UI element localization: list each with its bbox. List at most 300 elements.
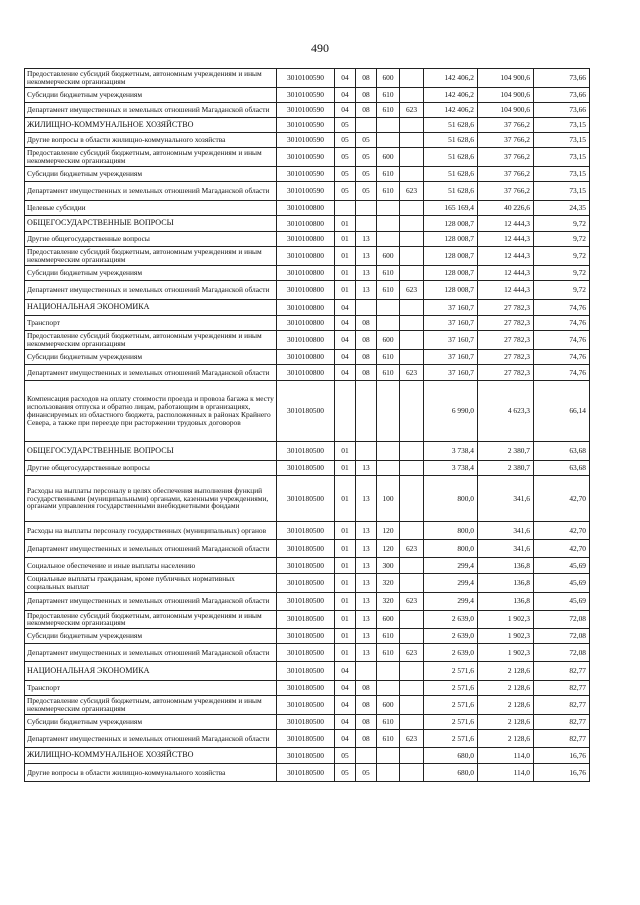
cell-fact: 2 128,6: [478, 662, 534, 681]
cell-percent: 9,72: [534, 216, 590, 232]
table-row: [25, 69, 590, 88]
cell-fact: 136,8: [478, 558, 534, 574]
cell-name: Предоставление субсидий бюджетным, автономным учреждениям и иным некоммерческим организациям: [25, 696, 277, 715]
cell-subsection: 13: [356, 522, 377, 540]
cell-percent: 9,72: [534, 266, 590, 281]
cell-code: 3010180500: [277, 629, 335, 644]
cell-subsection: [356, 201, 377, 216]
cell-plan: 680,0: [424, 764, 478, 782]
cell-expense-type: [377, 442, 400, 461]
cell-code: 3010180500: [277, 662, 335, 681]
table-row: [25, 574, 590, 593]
cell-name: Департамент имущественных и земельных отношений Магаданской области: [25, 103, 277, 118]
cell-section: 04: [335, 730, 356, 748]
table-row: [25, 266, 590, 281]
cell-percent: 82,77: [534, 730, 590, 748]
cell-percent: 42,70: [534, 522, 590, 540]
cell-percent: 74,76: [534, 316, 590, 331]
cell-code: 3010100800: [277, 300, 335, 316]
cell-code: 3010100800: [277, 316, 335, 331]
cell-percent: 73,15: [534, 118, 590, 133]
cell-percent: 74,76: [534, 350, 590, 365]
cell-admin-code: [400, 247, 424, 266]
cell-section: 01: [335, 592, 356, 610]
cell-fact: 2 128,6: [478, 730, 534, 748]
cell-code: 3010100590: [277, 182, 335, 201]
cell-expense-type: [377, 681, 400, 696]
cell-percent: 42,70: [534, 476, 590, 522]
cell-fact: 12 444,3: [478, 266, 534, 281]
cell-admin-code: [400, 300, 424, 316]
cell-admin-code: [400, 748, 424, 764]
cell-percent: 82,77: [534, 696, 590, 715]
cell-admin-code: [400, 148, 424, 167]
cell-plan: 142 406,2: [424, 88, 478, 103]
cell-plan: 51 628,6: [424, 167, 478, 182]
cell-fact: 341,6: [478, 540, 534, 558]
cell-plan: 800,0: [424, 540, 478, 558]
cell-name: Другие вопросы в области жилищно-коммунального хозяйства: [25, 133, 277, 148]
cell-name: Субсидии бюджетным учреждениям: [25, 266, 277, 281]
cell-name: Департамент имущественных и земельных отношений Магаданской области: [25, 365, 277, 381]
table-row: [25, 167, 590, 182]
cell-fact: 104 900,6: [478, 88, 534, 103]
cell-admin-code: [400, 715, 424, 730]
cell-expense-type: [377, 316, 400, 331]
cell-code: 3010180500: [277, 681, 335, 696]
cell-subsection: 05: [356, 133, 377, 148]
cell-code: 3010180500: [277, 381, 335, 442]
cell-percent: 9,72: [534, 232, 590, 247]
cell-expense-type: 600: [377, 331, 400, 350]
cell-code: 3010180500: [277, 610, 335, 629]
cell-plan: 51 628,6: [424, 133, 478, 148]
cell-name: Предоставление субсидий бюджетным, автономным учреждениям и иным некоммерческим организациям: [25, 610, 277, 629]
cell-code: 3010180500: [277, 748, 335, 764]
table-row: [25, 365, 590, 381]
cell-section: 04: [335, 103, 356, 118]
cell-expense-type: [377, 216, 400, 232]
cell-plan: 128 008,7: [424, 266, 478, 281]
table-row: [25, 748, 590, 764]
cell-section: 04: [335, 316, 356, 331]
cell-percent: 63,68: [534, 461, 590, 476]
cell-section: 04: [335, 715, 356, 730]
cell-fact: 27 782,3: [478, 300, 534, 316]
cell-plan: 6 990,0: [424, 381, 478, 442]
cell-code: 3010100800: [277, 201, 335, 216]
cell-percent: 63,68: [534, 442, 590, 461]
cell-subsection: 08: [356, 103, 377, 118]
cell-section: 04: [335, 662, 356, 681]
cell-expense-type: 610: [377, 644, 400, 662]
table-row: [25, 331, 590, 350]
cell-subsection: 08: [356, 316, 377, 331]
cell-code: 3010100590: [277, 69, 335, 88]
cell-expense-type: [377, 118, 400, 133]
cell-section: 05: [335, 764, 356, 782]
cell-code: 3010100800: [277, 216, 335, 232]
cell-section: 04: [335, 300, 356, 316]
cell-fact: 12 444,3: [478, 247, 534, 266]
table-row: [25, 629, 590, 644]
cell-admin-code: [400, 350, 424, 365]
cell-admin-code: [400, 558, 424, 574]
cell-fact: 2 380,7: [478, 442, 534, 461]
table-row: [25, 350, 590, 365]
cell-fact: 104 900,6: [478, 103, 534, 118]
cell-plan: 2 571,6: [424, 662, 478, 681]
cell-admin-code: 623: [400, 730, 424, 748]
table-row: [25, 764, 590, 782]
cell-plan: 128 008,7: [424, 216, 478, 232]
cell-section: 05: [335, 148, 356, 167]
cell-code: 3010100800: [277, 232, 335, 247]
cell-percent: 82,77: [534, 681, 590, 696]
cell-admin-code: [400, 476, 424, 522]
table-row: [25, 148, 590, 167]
cell-name: Департамент имущественных и земельных отношений Магаданской области: [25, 182, 277, 201]
cell-percent: 73,15: [534, 167, 590, 182]
cell-expense-type: [377, 381, 400, 442]
cell-name: Департамент имущественных и земельных отношений Магаданской области: [25, 281, 277, 300]
cell-expense-type: 300: [377, 558, 400, 574]
table-row: [25, 88, 590, 103]
cell-plan: 2 571,6: [424, 715, 478, 730]
cell-expense-type: [377, 232, 400, 247]
cell-plan: 2 639,0: [424, 629, 478, 644]
cell-percent: 9,72: [534, 247, 590, 266]
cell-code: 3010180500: [277, 442, 335, 461]
cell-section: [335, 381, 356, 442]
table-row: [25, 103, 590, 118]
cell-code: 3010100590: [277, 148, 335, 167]
cell-code: 3010180500: [277, 574, 335, 593]
cell-code: 3010180500: [277, 540, 335, 558]
cell-admin-code: 623: [400, 365, 424, 381]
table-row: [25, 247, 590, 266]
table-row: [25, 300, 590, 316]
cell-name: Предоставление субсидий бюджетным, автономным учреждениям и иным некоммерческим организациям: [25, 69, 277, 88]
table-row: [25, 201, 590, 216]
cell-code: 3010100590: [277, 118, 335, 133]
cell-admin-code: [400, 118, 424, 133]
cell-section: 04: [335, 331, 356, 350]
cell-plan: 2 639,0: [424, 610, 478, 629]
cell-code: 3010100590: [277, 103, 335, 118]
cell-section: 04: [335, 365, 356, 381]
cell-percent: 74,76: [534, 300, 590, 316]
cell-name: Другие общегосударственные вопросы: [25, 461, 277, 476]
cell-plan: 51 628,6: [424, 148, 478, 167]
cell-admin-code: 623: [400, 103, 424, 118]
cell-fact: 12 444,3: [478, 216, 534, 232]
cell-plan: 800,0: [424, 476, 478, 522]
table-row: [25, 461, 590, 476]
cell-percent: 9,72: [534, 281, 590, 300]
cell-subsection: 05: [356, 167, 377, 182]
cell-plan: 128 008,7: [424, 281, 478, 300]
cell-name: Транспорт: [25, 681, 277, 696]
cell-section: 05: [335, 748, 356, 764]
cell-admin-code: [400, 232, 424, 247]
cell-name: Социальные выплаты гражданам, кроме публичных нормативных социальных выплат: [25, 574, 277, 593]
cell-admin-code: [400, 696, 424, 715]
cell-percent: 16,76: [534, 748, 590, 764]
cell-code: 3010100800: [277, 365, 335, 381]
cell-code: 3010100800: [277, 281, 335, 300]
table-row: [25, 715, 590, 730]
table-row: [25, 592, 590, 610]
table-row: [25, 540, 590, 558]
cell-subsection: 08: [356, 715, 377, 730]
cell-subsection: [356, 662, 377, 681]
cell-plan: 142 406,2: [424, 69, 478, 88]
cell-name: Департамент имущественных и земельных отношений Магаданской области: [25, 644, 277, 662]
cell-subsection: 08: [356, 350, 377, 365]
cell-expense-type: 120: [377, 522, 400, 540]
cell-fact: 27 782,3: [478, 365, 534, 381]
cell-fact: 27 782,3: [478, 316, 534, 331]
cell-expense-type: [377, 133, 400, 148]
cell-code: 3010100800: [277, 266, 335, 281]
cell-expense-type: 610: [377, 182, 400, 201]
cell-expense-type: 600: [377, 696, 400, 715]
cell-subsection: 08: [356, 331, 377, 350]
cell-section: 01: [335, 216, 356, 232]
cell-name: Другие вопросы в области жилищно-коммунального хозяйства: [25, 764, 277, 782]
cell-plan: 299,4: [424, 558, 478, 574]
cell-plan: 37 160,7: [424, 350, 478, 365]
cell-plan: 128 008,7: [424, 247, 478, 266]
cell-admin-code: [400, 201, 424, 216]
cell-section: 01: [335, 574, 356, 593]
cell-fact: 37 766,2: [478, 133, 534, 148]
cell-admin-code: [400, 316, 424, 331]
table-row: [25, 316, 590, 331]
table-row: [25, 182, 590, 201]
cell-name: Расходы на выплаты персоналу в целях обеспечения выполнения функций государственными (муниципальными) органами, казенными учреждениями, органами управления государственными внебюджетными фондами: [25, 476, 277, 522]
cell-subsection: 13: [356, 629, 377, 644]
cell-code: 3010180500: [277, 592, 335, 610]
cell-fact: 2 128,6: [478, 696, 534, 715]
cell-fact: 104 900,6: [478, 69, 534, 88]
cell-section: 04: [335, 350, 356, 365]
cell-admin-code: 623: [400, 644, 424, 662]
cell-expense-type: [377, 748, 400, 764]
cell-section: 05: [335, 182, 356, 201]
cell-name: Субсидии бюджетным учреждениям: [25, 167, 277, 182]
cell-fact: 2 380,7: [478, 461, 534, 476]
cell-subsection: 08: [356, 730, 377, 748]
table-row: [25, 281, 590, 300]
cell-plan: 680,0: [424, 748, 478, 764]
cell-code: 3010180500: [277, 461, 335, 476]
cell-section: 01: [335, 442, 356, 461]
cell-percent: 66,14: [534, 381, 590, 442]
cell-code: 3010100590: [277, 167, 335, 182]
cell-name: Субсидии бюджетным учреждениям: [25, 715, 277, 730]
cell-code: 3010180500: [277, 730, 335, 748]
cell-plan: 3 738,4: [424, 461, 478, 476]
cell-fact: 341,6: [478, 476, 534, 522]
cell-fact: 27 782,3: [478, 331, 534, 350]
cell-code: 3010100800: [277, 247, 335, 266]
cell-name: Транспорт: [25, 316, 277, 331]
page-number: 490: [311, 41, 329, 55]
cell-section: 01: [335, 540, 356, 558]
cell-name: Субсидии бюджетным учреждениям: [25, 88, 277, 103]
cell-expense-type: 100: [377, 476, 400, 522]
cell-expense-type: 610: [377, 103, 400, 118]
cell-expense-type: 610: [377, 730, 400, 748]
cell-subsection: [356, 381, 377, 442]
cell-plan: 37 160,7: [424, 300, 478, 316]
cell-admin-code: 623: [400, 540, 424, 558]
cell-expense-type: 610: [377, 281, 400, 300]
cell-subsection: 13: [356, 558, 377, 574]
cell-subsection: 08: [356, 681, 377, 696]
cell-percent: 74,76: [534, 365, 590, 381]
cell-subsection: [356, 442, 377, 461]
cell-admin-code: [400, 574, 424, 593]
cell-code: 3010180500: [277, 715, 335, 730]
cell-subsection: 13: [356, 266, 377, 281]
cell-subsection: [356, 216, 377, 232]
cell-subsection: 13: [356, 644, 377, 662]
cell-code: 3010180500: [277, 476, 335, 522]
cell-plan: 51 628,6: [424, 118, 478, 133]
table-row: [25, 118, 590, 133]
cell-fact: 114,0: [478, 748, 534, 764]
cell-plan: 37 160,7: [424, 316, 478, 331]
cell-admin-code: [400, 88, 424, 103]
table-row: [25, 730, 590, 748]
cell-fact: 37 766,2: [478, 118, 534, 133]
cell-code: 3010100800: [277, 350, 335, 365]
cell-plan: 2 571,6: [424, 681, 478, 696]
cell-expense-type: 600: [377, 69, 400, 88]
cell-fact: 136,8: [478, 574, 534, 593]
cell-fact: 341,6: [478, 522, 534, 540]
cell-name: Предоставление субсидий бюджетным, автономным учреждениям и иным некоммерческим организациям: [25, 247, 277, 266]
cell-subsection: 08: [356, 696, 377, 715]
cell-percent: 24,35: [534, 201, 590, 216]
cell-fact: 37 766,2: [478, 167, 534, 182]
cell-admin-code: [400, 461, 424, 476]
cell-section: 01: [335, 644, 356, 662]
cell-name: НАЦИОНАЛЬНАЯ ЭКОНОМИКА: [25, 662, 277, 681]
table-row: [25, 644, 590, 662]
table-row: [25, 133, 590, 148]
cell-plan: 142 406,2: [424, 103, 478, 118]
cell-name: Субсидии бюджетным учреждениям: [25, 350, 277, 365]
cell-plan: 800,0: [424, 522, 478, 540]
cell-name: Расходы на выплаты персоналу государственных (муниципальных) органов: [25, 522, 277, 540]
cell-expense-type: 320: [377, 592, 400, 610]
cell-section: 04: [335, 69, 356, 88]
table-row: [25, 681, 590, 696]
table-row: [25, 558, 590, 574]
cell-section: 01: [335, 232, 356, 247]
cell-section: 01: [335, 281, 356, 300]
cell-percent: 73,66: [534, 69, 590, 88]
cell-plan: 299,4: [424, 574, 478, 593]
cell-section: 01: [335, 461, 356, 476]
cell-subsection: 13: [356, 592, 377, 610]
cell-plan: 51 628,6: [424, 182, 478, 201]
cell-code: 3010100590: [277, 88, 335, 103]
cell-code: 3010180500: [277, 764, 335, 782]
cell-expense-type: 610: [377, 350, 400, 365]
cell-subsection: 13: [356, 281, 377, 300]
cell-admin-code: [400, 331, 424, 350]
budget-table: [24, 68, 590, 782]
cell-expense-type: 610: [377, 715, 400, 730]
table-row: [25, 476, 590, 522]
table-row: [25, 442, 590, 461]
cell-subsection: 08: [356, 365, 377, 381]
cell-admin-code: [400, 662, 424, 681]
cell-expense-type: 610: [377, 629, 400, 644]
cell-percent: 73,66: [534, 88, 590, 103]
cell-percent: 72,08: [534, 610, 590, 629]
cell-section: 05: [335, 133, 356, 148]
cell-expense-type: 320: [377, 574, 400, 593]
cell-section: 04: [335, 88, 356, 103]
cell-code: 3010180500: [277, 558, 335, 574]
cell-name: Социальное обеспечение и иные выплаты населению: [25, 558, 277, 574]
cell-plan: 299,4: [424, 592, 478, 610]
table-row: [25, 522, 590, 540]
cell-admin-code: [400, 764, 424, 782]
table-row: [25, 381, 590, 442]
cell-percent: 82,77: [534, 715, 590, 730]
cell-percent: 73,66: [534, 103, 590, 118]
cell-fact: 37 766,2: [478, 182, 534, 201]
cell-section: 01: [335, 247, 356, 266]
cell-name: Компенсация расходов на оплату стоимости проезда и провоза багажа к месту использования отпуска и обратно лицам, работающим в организациях, финансируемых из областного бюджета, расположенных в районах Крайнего Севера, а также при переезде при расторжении трудовых договоров: [25, 381, 277, 442]
cell-name: Предоставление субсидий бюджетным, автономным учреждениям и иным некоммерческим организациям: [25, 331, 277, 350]
cell-subsection: 13: [356, 461, 377, 476]
cell-subsection: 05: [356, 764, 377, 782]
cell-fact: 4 623,3: [478, 381, 534, 442]
cell-percent: 45,69: [534, 574, 590, 593]
cell-fact: 27 782,3: [478, 350, 534, 365]
cell-percent: 42,70: [534, 540, 590, 558]
cell-plan: 128 008,7: [424, 232, 478, 247]
cell-admin-code: [400, 629, 424, 644]
cell-expense-type: [377, 461, 400, 476]
cell-section: 04: [335, 696, 356, 715]
cell-plan: 3 738,4: [424, 442, 478, 461]
cell-fact: 40 226,6: [478, 201, 534, 216]
cell-expense-type: 600: [377, 610, 400, 629]
cell-percent: 72,08: [534, 644, 590, 662]
cell-subsection: 13: [356, 232, 377, 247]
cell-plan: 2 571,6: [424, 730, 478, 748]
cell-subsection: 13: [356, 540, 377, 558]
cell-section: 01: [335, 476, 356, 522]
cell-fact: 1 902,3: [478, 629, 534, 644]
cell-expense-type: 610: [377, 266, 400, 281]
cell-percent: 82,77: [534, 662, 590, 681]
table-row: [25, 216, 590, 232]
cell-subsection: 05: [356, 148, 377, 167]
cell-admin-code: [400, 266, 424, 281]
cell-expense-type: 120: [377, 540, 400, 558]
cell-section: [335, 201, 356, 216]
